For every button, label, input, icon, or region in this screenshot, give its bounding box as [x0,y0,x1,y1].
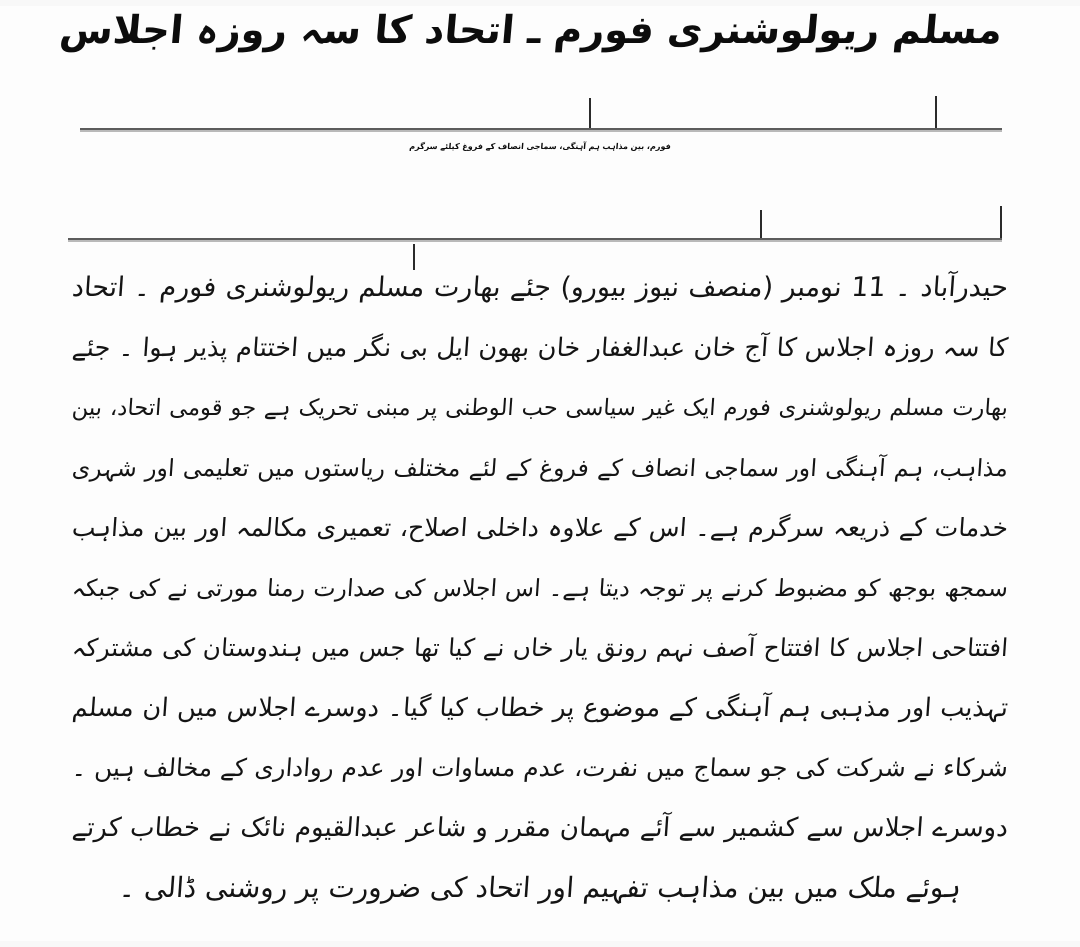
body-line: تہذیب اور مذہبی ہم آہنگی کے موضوع پر خطاب کیا گیا۔ دوسرے اجلاس میں ان مسلم [70,693,1010,723]
body-line: دوسرے اجلاس سے کشمیر سے آئے مہمان مقرر و شاعر عبدالقیوم نائک نے خطاب کرتے [70,813,1010,843]
body-line: کا سہ روزہ اجلاس کا آج خان عبدالغفار خان بھون ایل بی نگر میں اختتام پذیر ہوا ۔ جئے [70,333,1010,363]
headline-divider-rule [80,128,1002,132]
body-line: سمجھ بوجھ کو مضبوط کرنے پر توجہ دیتا ہے۔ اس اجلاس کی صدارت رمنا مورتی نے کی جبکہ [71,574,1009,602]
headline: مسلم ریولوشنری فورم ـ اتحاد کا سہ روزہ اجلاس [57,8,1004,53]
body-line: ہوئے ملک میں بین مذاہب تفہیم اور اتحاد کی ضرورت پر روشنی ڈالی ۔ [117,871,963,904]
body-line: حیدرآباد ۔ 11 نومبر (منصف نیوز بیورو) جئے بھارت مسلم ریولوشنری فورم ۔ اتحاد [70,272,1010,303]
column-rule-tick [589,98,591,130]
column-rule-tick [760,210,762,240]
column-rule-tick [1000,206,1002,240]
body-line: شرکاء نے شرکت کی جو سماج میں نفرت، عدم مساوات اور عدم رواداری کے مخالف ہیں ۔ [71,753,1010,782]
scan-edge-bottom [0,941,1080,947]
headline-block [0,0,1080,55]
subheadline-divider-rule [68,238,1002,242]
body-line: خدمات کے ذریعہ سرگرم ہے۔ اس کے علاوہ داخلی اصلاح، تعمیری مکالمہ اور بین مذاہب [71,513,1010,542]
subheadline: فورم، بین مذاہب ہم آہنگی، سماجی انصاف کے فروغ کیلئے سرگرم [408,142,672,151]
body-line: مذاہب، ہم آہنگی اور سماجی انصاف کے فروغ کے لئے مختلف ریاستوں میں تعلیمی اور شہری [71,454,1009,482]
body-line: افتتاحی اجلاس کا افتتاح آصف نہم رونق یار خاں نے کیا تھا جس میں ہندوستان کی مشترکہ [71,633,1010,662]
body-line: بھارت مسلم ریولوشنری فورم ایک غیر سیاسی حب الوطنی پر مبنی تحریک ہے جو قومی اتحاد، بین [71,395,1009,421]
column-rule-tick [935,96,937,130]
article-body [72,258,1008,918]
